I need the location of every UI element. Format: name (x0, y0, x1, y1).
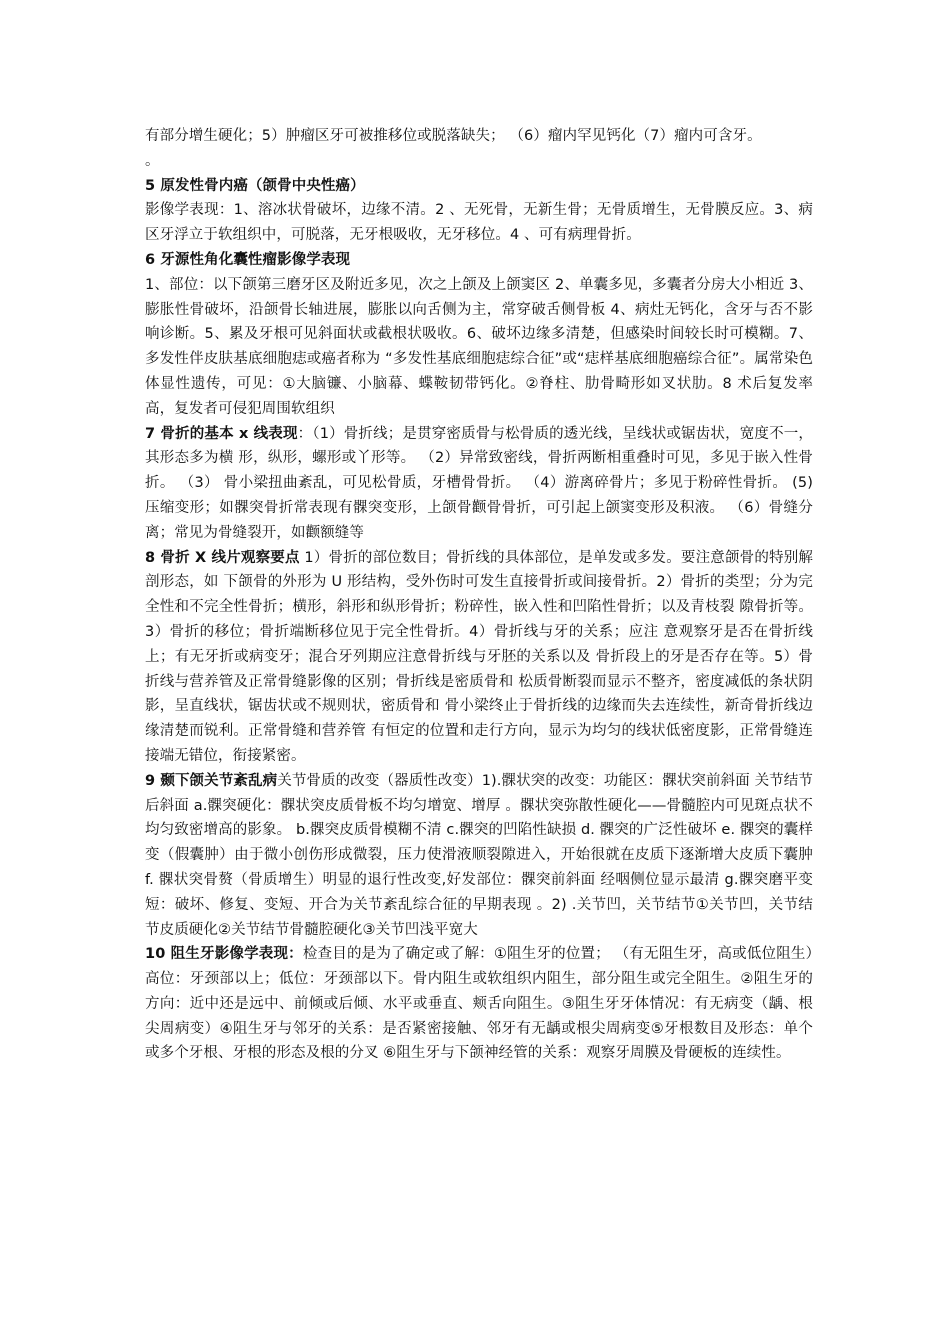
paragraph-text: 检查目的是为了确定或了解：①阻生牙的位置； （有无阻生牙，高或低位阻生）高位：牙颈部以上；低位：牙颈部以下。骨内阻生或软组织内阻生，部分阻生或完全阻生。②阻生牙的方向：近中还是远中、前倾或后倾、水平或垂直、颊舌向阻生。③阻生牙牙体情况：有无病变（龋、根尖周病变）④阻生牙与邻牙的关系：是否紧密接触、邻牙有无龋或根尖周病变⑤牙根数目及形态：单个或多个牙根、牙根的形态及根的分叉 ⑥阻生牙与下颌神经管的关系：观察牙周膜及骨硬板的连续性。 (145, 946, 813, 1062)
paragraph-text: 1）骨折的部位数目；骨折线的具体部位，是单发或多发。要注意颌骨的特别解剖形态，如 下颌骨的外形为 U 形结构，受外伤时可发生直接骨折或间接骨折。2）骨折的类型；分为完 全性和不完全性骨折；横形，斜形和纵形骨折；粉碎性，嵌入性和凹陷性骨折；以及青枝裂 隙骨折等。3）骨折的移位；骨折端断移位见于完全性骨折。4）骨折线与牙的关系；应注 意观察牙是否在骨折线上；有无牙折或病变牙；混合牙列期应注意骨折线与牙胚的关系以及 骨折段上的牙是否存在等。5）骨折线与营养管及正常骨缝影像的区别；骨折线是密质骨和 松质骨断裂而显示不整齐，密度减低的条状阴影，呈直线状，锯齿状或不规则状，密质骨和 骨小梁终止于骨折线的边缘而失去连续性，新奇骨折线边缘清楚而锐利。正常骨缝和营养管 有恒定的位置和走行方向，显示为均匀的线状低密度影，正常骨缝连接端无错位，衔接紧密。 (145, 549, 813, 764)
paragraph-text: ：（1）骨折线；是贯穿密质骨与松骨质的透光线，呈线状或锯齿状，宽度不一，其形态多为横 形，纵形，螺形或丫形等。 （2）异常致密线，骨折两断相重叠时可见，多见于嵌入性骨折。 （3） 骨小梁扭曲紊乱，可见松骨质，牙槽骨骨折。 （4）游离碎骨片；多见于粉碎性骨折。 (5) 压缩变形；如髁突骨折常表现有髁突变形，上颌骨颧骨骨折，可引起上颌窦变形及积液。 （6）骨缝分离；常见为骨缝裂开，如颧额缝等 (145, 425, 814, 541)
section-heading: 7 骨折的基本 x 线表现 (145, 425, 298, 442)
section-heading: 5 原发性骨内癌（颌骨中央性癌） (145, 177, 365, 194)
paragraph-text: 关节骨质的改变（器质性改变）1).髁状突的改变：功能区：髁状突前斜面 关节结节后斜面 a.髁突硬化：髁状突皮质骨板不均匀增宽、增厚 。髁状突弥散性硬化——骨髓腔内可见斑点状不均匀致密增高的影象。 b.髁突皮质骨模糊不清 c.髁突的凹陷性缺损 d. 髁突的广泛性破坏 e. 髁突的囊样变（假囊肿）由于微小创伤形成微裂，压力使滑液顺裂隙进入，开始很就在皮质下逐渐增大皮质下囊肿 f. 髁状突骨赘（骨质增生）明显的退行性改变,好发部位：髁突前斜面 经咽侧位显示最清 g.髁突磨平变短：破坏、修复、变短、开合为关节紊乱综合征的早期表现 。2) .关节凹，关节结节①关节凹，关节结节皮质硬化②关节结节骨髓腔硬化③关节凹浅平宽大 (145, 772, 814, 938)
section-heading: 9 颞下颌关节紊乱病 (145, 772, 278, 789)
paragraph-tumor-features (145, 124, 813, 149)
paragraph-impacted-tooth-imaging (145, 942, 813, 1066)
paragraph-text: 有部分增生硬化；5）肿瘤区牙可被推移位或脱落缺失； （6）瘤内罕见钙化（7）瘤内可含牙。 (145, 128, 762, 144)
paragraph-fracture-xray-basics (145, 422, 813, 546)
section-heading-primary-intraosseous-carcinoma (145, 174, 813, 199)
section-heading: 10 阻生牙影像学表现： (145, 946, 303, 963)
document-page (145, 124, 813, 1066)
section-heading: 6 牙源性角化囊性瘤影像学表现 (145, 251, 351, 268)
paragraph-period (145, 149, 813, 174)
paragraph-carcinoma-imaging (145, 198, 813, 248)
paragraph-text: 影像学表现：1、溶冰状骨破坏，边缘不清。2 、无死骨，无新生骨；无骨质增生，无骨膜反应。3、病区牙浮立于软组织中，可脱落，无牙根吸收，无牙移位。4 、可有病理骨折。 (145, 202, 813, 244)
section-heading: 8 骨折 X 线片观察要点 (145, 549, 300, 566)
paragraph-text: 。 (145, 152, 160, 169)
paragraph-fracture-observation-points (145, 546, 813, 769)
paragraph-keratocystic-imaging (145, 273, 813, 422)
paragraph-text: 1、部位：以下颌第三磨牙区及附近多见，次之上颌及上颌窦区 2、单囊多见，多囊者分房大小相近 3、膨胀性骨破坏，沿颌骨长轴进展，膨胀以向舌侧为主，常穿破舌侧骨板 4、病灶无钙化，含牙与否不影响诊断。5、累及牙根可见斜面状或截根状吸收。6、破坏边缘多清楚，但感染时间较长时可模糊。7、多发性伴皮肤基底细胞痣或癌者称为 “多发性基底细胞痣综合征”或“痣样基底细胞癌综合征”。属常染色体显性遗传，可见：①大脑镰、小脑幕、蝶鞍韧带钙化。②脊柱、肋骨畸形如叉状肋。8 术后复发率高，复发者可侵犯周围软组织 (145, 276, 813, 417)
section-heading-keratocystic-tumor (145, 248, 813, 273)
paragraph-tmj-disorder (145, 769, 813, 943)
